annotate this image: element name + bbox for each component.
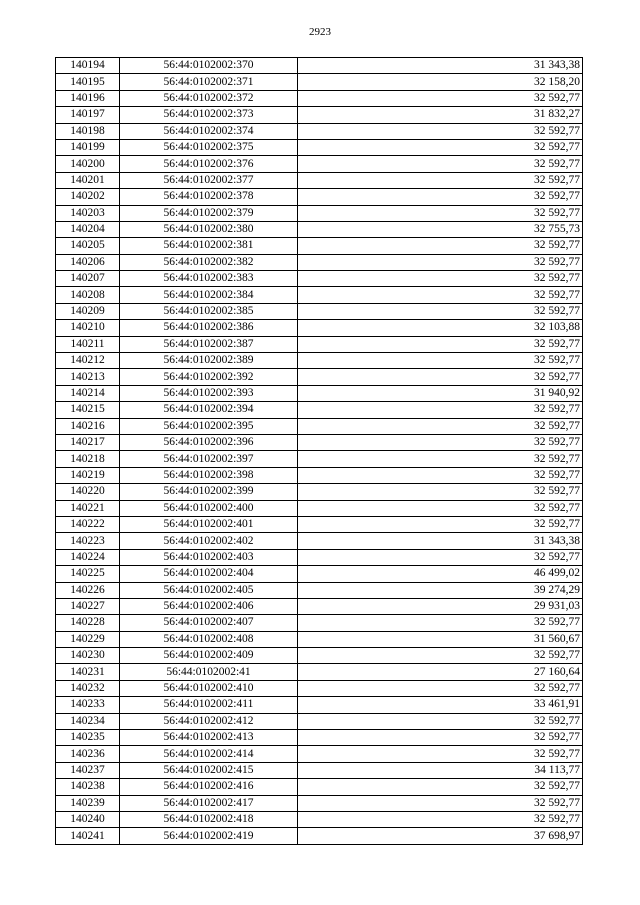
row-number-cell: 140202 <box>56 189 120 205</box>
table-row <box>56 123 583 139</box>
row-number-cell: 140219 <box>56 467 120 483</box>
row-number-cell: 140198 <box>56 123 120 139</box>
value-cell: 31 940,92 <box>298 385 583 401</box>
table-row <box>56 746 583 762</box>
table-row <box>56 730 583 746</box>
table-row <box>56 336 583 352</box>
table-row <box>56 320 583 336</box>
cadastral-number-cell: 56:44:0102002:398 <box>120 467 298 483</box>
cadastral-number-cell: 56:44:0102002:413 <box>120 730 298 746</box>
value-cell: 32 592,77 <box>298 271 583 287</box>
row-number-cell: 140211 <box>56 336 120 352</box>
row-number-cell: 140209 <box>56 303 120 319</box>
cadastral-number-cell: 56:44:0102002:389 <box>120 353 298 369</box>
value-cell: 32 592,77 <box>298 779 583 795</box>
table-row <box>56 369 583 385</box>
value-cell: 32 755,73 <box>298 221 583 237</box>
value-cell: 31 560,67 <box>298 631 583 647</box>
cadastral-number-cell: 56:44:0102002:381 <box>120 238 298 254</box>
table-row <box>56 631 583 647</box>
table-row <box>56 762 583 778</box>
page-number: 2923 <box>309 26 331 38</box>
cadastral-number-cell: 56:44:0102002:402 <box>120 533 298 549</box>
row-number-cell: 140236 <box>56 746 120 762</box>
value-cell: 32 592,77 <box>298 205 583 221</box>
row-number-cell: 140206 <box>56 254 120 270</box>
row-number-cell: 140201 <box>56 172 120 188</box>
value-cell: 32 592,77 <box>298 648 583 664</box>
value-cell: 32 592,77 <box>298 730 583 746</box>
row-number-cell: 140223 <box>56 533 120 549</box>
cadastral-number-cell: 56:44:0102002:376 <box>120 156 298 172</box>
table-row <box>56 779 583 795</box>
row-number-cell: 140212 <box>56 353 120 369</box>
value-cell: 32 103,88 <box>298 320 583 336</box>
table-row <box>56 664 583 680</box>
value-cell: 32 592,77 <box>298 746 583 762</box>
cadastral-number-cell: 56:44:0102002:397 <box>120 451 298 467</box>
cadastral-number-cell: 56:44:0102002:382 <box>120 254 298 270</box>
row-number-cell: 140216 <box>56 418 120 434</box>
row-number-cell: 140218 <box>56 451 120 467</box>
value-cell: 32 592,77 <box>298 795 583 811</box>
value-cell: 32 592,77 <box>298 713 583 729</box>
table-row <box>56 74 583 90</box>
value-cell: 32 592,77 <box>298 336 583 352</box>
value-cell: 32 592,77 <box>298 123 583 139</box>
cadastral-number-cell: 56:44:0102002:408 <box>120 631 298 647</box>
row-number-cell: 140239 <box>56 795 120 811</box>
cadastral-number-cell: 56:44:0102002:403 <box>120 549 298 565</box>
cadastral-number-cell: 56:44:0102002:373 <box>120 107 298 123</box>
value-cell: 39 274,29 <box>298 582 583 598</box>
value-cell: 32 592,77 <box>298 680 583 696</box>
table-row <box>56 500 583 516</box>
row-number-cell: 140234 <box>56 713 120 729</box>
cadastral-number-cell: 56:44:0102002:405 <box>120 582 298 598</box>
value-cell: 32 592,77 <box>298 139 583 155</box>
table-row <box>56 402 583 418</box>
cadastral-number-cell: 56:44:0102002:394 <box>120 402 298 418</box>
row-number-cell: 140194 <box>56 58 120 74</box>
cadastral-number-cell: 56:44:0102002:380 <box>120 221 298 237</box>
table-row <box>56 713 583 729</box>
cadastral-number-cell: 56:44:0102002:372 <box>120 90 298 106</box>
row-number-cell: 140210 <box>56 320 120 336</box>
row-number-cell: 140199 <box>56 139 120 155</box>
table-row <box>56 189 583 205</box>
row-number-cell: 140232 <box>56 680 120 696</box>
row-number-cell: 140217 <box>56 434 120 450</box>
table-body <box>56 58 583 845</box>
value-cell: 32 592,77 <box>298 254 583 270</box>
row-number-cell: 140222 <box>56 516 120 532</box>
table-row <box>56 254 583 270</box>
cadastral-number-cell: 56:44:0102002:396 <box>120 434 298 450</box>
table-row <box>56 811 583 827</box>
value-cell: 32 592,77 <box>298 287 583 303</box>
cadastral-number-cell: 56:44:0102002:404 <box>120 566 298 582</box>
cadastral-number-cell: 56:44:0102002:399 <box>120 484 298 500</box>
table-row <box>56 795 583 811</box>
value-cell: 27 160,64 <box>298 664 583 680</box>
cadastral-number-cell: 56:44:0102002:374 <box>120 123 298 139</box>
row-number-cell: 140196 <box>56 90 120 106</box>
row-number-cell: 140208 <box>56 287 120 303</box>
value-cell: 32 592,77 <box>298 516 583 532</box>
cadastral-number-cell: 56:44:0102002:401 <box>120 516 298 532</box>
row-number-cell: 140233 <box>56 697 120 713</box>
value-cell: 37 698,97 <box>298 828 583 844</box>
cadastral-number-cell: 56:44:0102002:371 <box>120 74 298 90</box>
row-number-cell: 140195 <box>56 74 120 90</box>
cadastral-number-cell: 56:44:0102002:412 <box>120 713 298 729</box>
table-row <box>56 697 583 713</box>
row-number-cell: 140204 <box>56 221 120 237</box>
value-cell: 31 343,38 <box>298 58 583 74</box>
cadastral-number-cell: 56:44:0102002:387 <box>120 336 298 352</box>
row-number-cell: 140200 <box>56 156 120 172</box>
value-cell: 32 592,77 <box>298 369 583 385</box>
table-row <box>56 139 583 155</box>
cadastral-number-cell: 56:44:0102002:386 <box>120 320 298 336</box>
value-cell: 32 592,77 <box>298 353 583 369</box>
value-cell: 32 592,77 <box>298 303 583 319</box>
table-row <box>56 303 583 319</box>
value-cell: 31 832,27 <box>298 107 583 123</box>
table-row <box>56 434 583 450</box>
row-number-cell: 140230 <box>56 648 120 664</box>
table-row <box>56 385 583 401</box>
row-number-cell: 140228 <box>56 615 120 631</box>
row-number-cell: 140238 <box>56 779 120 795</box>
cadastral-number-cell: 56:44:0102002:384 <box>120 287 298 303</box>
table-row <box>56 58 583 74</box>
cadastral-number-cell: 56:44:0102002:419 <box>120 828 298 844</box>
table-row <box>56 271 583 287</box>
table-row <box>56 353 583 369</box>
value-cell: 32 592,77 <box>298 484 583 500</box>
table-row <box>56 451 583 467</box>
table-row <box>56 533 583 549</box>
cadastral-number-cell: 56:44:0102002:377 <box>120 172 298 188</box>
cadastral-number-cell: 56:44:0102002:407 <box>120 615 298 631</box>
table-row <box>56 828 583 844</box>
table-row <box>56 516 583 532</box>
value-cell: 46 499,02 <box>298 566 583 582</box>
value-cell: 32 592,77 <box>298 238 583 254</box>
cadastral-number-cell: 56:44:0102002:415 <box>120 762 298 778</box>
cadastral-number-cell: 56:44:0102002:375 <box>120 139 298 155</box>
row-number-cell: 140240 <box>56 811 120 827</box>
cadastral-number-cell: 56:44:0102002:406 <box>120 598 298 614</box>
value-cell: 31 343,38 <box>298 533 583 549</box>
row-number-cell: 140203 <box>56 205 120 221</box>
table-row <box>56 205 583 221</box>
cadastral-number-cell: 56:44:0102002:395 <box>120 418 298 434</box>
row-number-cell: 140235 <box>56 730 120 746</box>
value-cell: 32 592,77 <box>298 811 583 827</box>
row-number-cell: 140229 <box>56 631 120 647</box>
table-row <box>56 582 583 598</box>
row-number-cell: 140237 <box>56 762 120 778</box>
row-number-cell: 140215 <box>56 402 120 418</box>
row-number-cell: 140213 <box>56 369 120 385</box>
cadastral-number-cell: 56:44:0102002:370 <box>120 58 298 74</box>
value-cell: 32 592,77 <box>298 172 583 188</box>
value-cell: 32 158,20 <box>298 74 583 90</box>
cadastral-number-cell: 56:44:0102002:416 <box>120 779 298 795</box>
row-number-cell: 140226 <box>56 582 120 598</box>
table-row <box>56 467 583 483</box>
value-cell: 32 592,77 <box>298 549 583 565</box>
value-cell: 32 592,77 <box>298 189 583 205</box>
cadastral-number-cell: 56:44:0102002:383 <box>120 271 298 287</box>
table-row <box>56 680 583 696</box>
cadastral-number-cell: 56:44:0102002:41 <box>120 664 298 680</box>
cadastral-number-cell: 56:44:0102002:417 <box>120 795 298 811</box>
value-cell: 29 931,03 <box>298 598 583 614</box>
value-cell: 32 592,77 <box>298 434 583 450</box>
cadastral-number-cell: 56:44:0102002:418 <box>120 811 298 827</box>
value-cell: 32 592,77 <box>298 467 583 483</box>
row-number-cell: 140231 <box>56 664 120 680</box>
row-number-cell: 140224 <box>56 549 120 565</box>
row-number-cell: 140205 <box>56 238 120 254</box>
row-number-cell: 140197 <box>56 107 120 123</box>
table-row <box>56 90 583 106</box>
row-number-cell: 140227 <box>56 598 120 614</box>
value-cell: 32 592,77 <box>298 451 583 467</box>
cadastral-number-cell: 56:44:0102002:392 <box>120 369 298 385</box>
row-number-cell: 140214 <box>56 385 120 401</box>
cadastral-number-cell: 56:44:0102002:393 <box>120 385 298 401</box>
value-cell: 32 592,77 <box>298 615 583 631</box>
table-row <box>56 156 583 172</box>
row-number-cell: 140220 <box>56 484 120 500</box>
table-row <box>56 287 583 303</box>
table-row <box>56 648 583 664</box>
row-number-cell: 140225 <box>56 566 120 582</box>
table-row <box>56 221 583 237</box>
value-cell: 32 592,77 <box>298 156 583 172</box>
cadastral-number-cell: 56:44:0102002:378 <box>120 189 298 205</box>
value-cell: 32 592,77 <box>298 402 583 418</box>
row-number-cell: 140241 <box>56 828 120 844</box>
table-row <box>56 418 583 434</box>
value-cell: 34 113,77 <box>298 762 583 778</box>
value-cell: 32 592,77 <box>298 418 583 434</box>
cadastral-number-cell: 56:44:0102002:411 <box>120 697 298 713</box>
table-row <box>56 549 583 565</box>
row-number-cell: 140221 <box>56 500 120 516</box>
table-row <box>56 238 583 254</box>
table-row <box>56 566 583 582</box>
cadastral-number-cell: 56:44:0102002:414 <box>120 746 298 762</box>
cadastral-number-cell: 56:44:0102002:400 <box>120 500 298 516</box>
cadastral-number-cell: 56:44:0102002:410 <box>120 680 298 696</box>
table-row <box>56 484 583 500</box>
value-cell: 33 461,91 <box>298 697 583 713</box>
table-row <box>56 615 583 631</box>
cadastral-number-cell: 56:44:0102002:385 <box>120 303 298 319</box>
value-cell: 32 592,77 <box>298 500 583 516</box>
row-number-cell: 140207 <box>56 271 120 287</box>
cadastral-number-cell: 56:44:0102002:409 <box>120 648 298 664</box>
table-row <box>56 598 583 614</box>
cadastral-value-table <box>55 57 583 845</box>
value-cell: 32 592,77 <box>298 90 583 106</box>
table-row <box>56 172 583 188</box>
table-row <box>56 107 583 123</box>
cadastral-number-cell: 56:44:0102002:379 <box>120 205 298 221</box>
